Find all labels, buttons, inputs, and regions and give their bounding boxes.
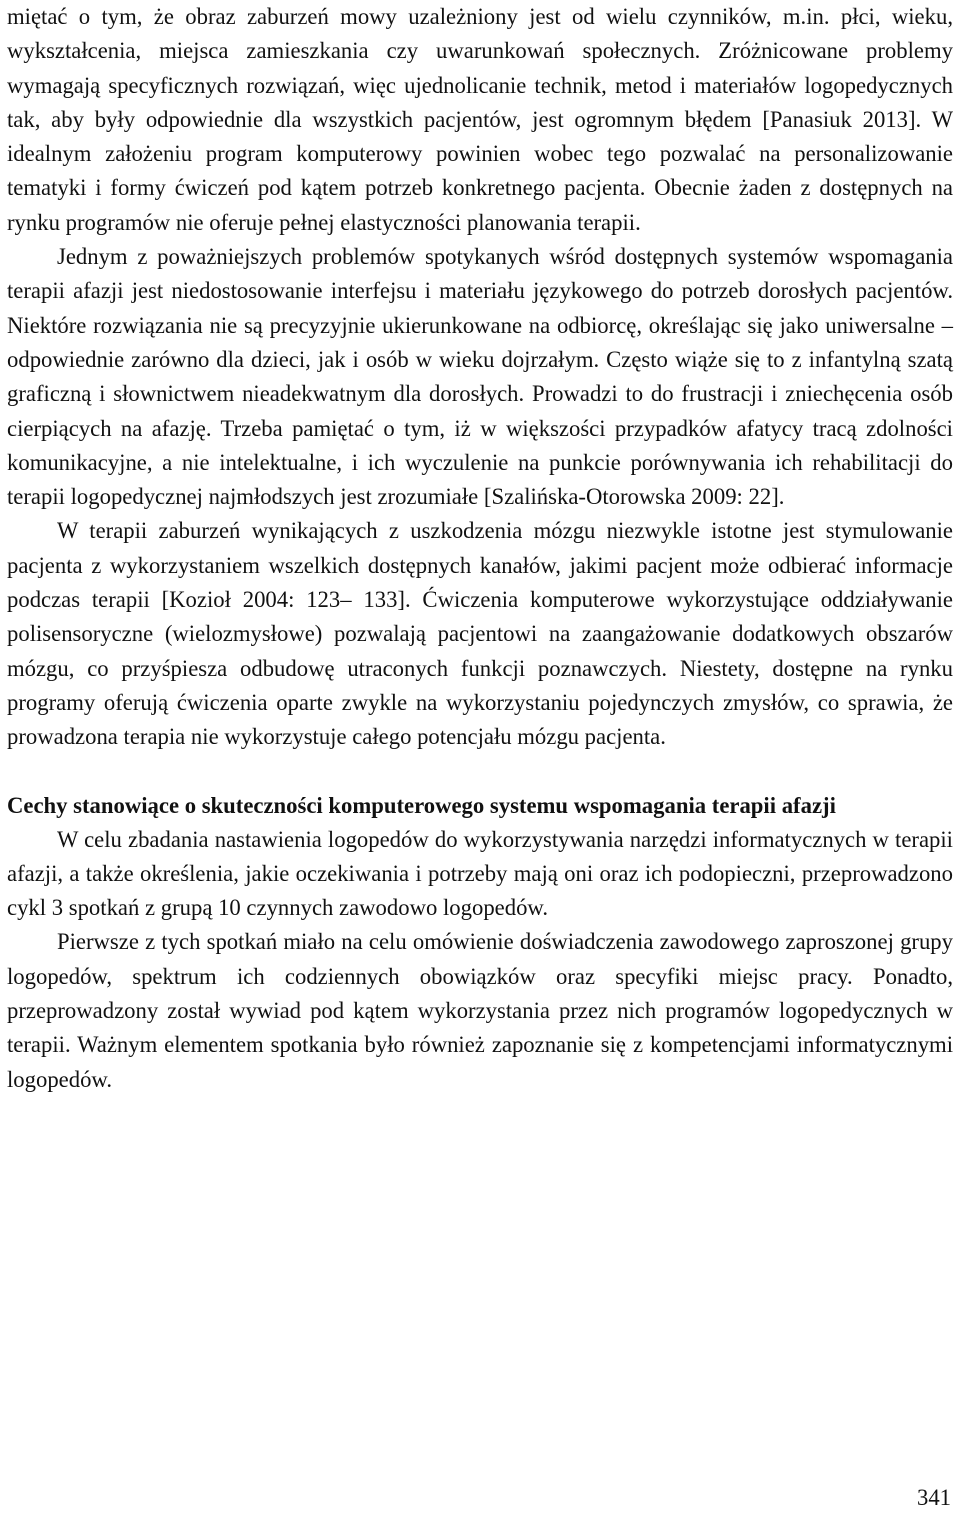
page-number: 341 [916, 1485, 951, 1510]
section-heading: Cechy stanowiące o skuteczności komputerowego systemu wspomagania terapii afazji [7, 792, 836, 818]
paragraph-5: Pierwsze z tych spotkań miało na celu omówienie doświadczenia zawodowego zaproszonej grupy logopedów, spektrum ich codziennych obowiązków oraz specyfiki miejsc pracy. Ponadto, przeprowadzony został wywiad pod kątem wykorzystania przez nich programów logopedycznych w terapii. Ważnym elementem spotkania było również zapoznanie się z kompetencjami informatycznymi logopedów. [7, 929, 953, 1092]
paragraph-2: Jednym z poważniejszych problemów spotykanych wśród dostępnych systemów wspomagania terapii afazji jest niedostosowanie interfejsu i materiału językowego do potrzeb dorosłych pacjentów. Niektóre rozwiązania nie są precyzyjnie ukierunkowane na odbiorcę, określając się jako uniwersalne – odpowiednie zarówno dla dzieci, jak i osób w wieku dojrzałym. Często wiąże się to z infantylną szatą graficzną i słownictwem nieadekwatnym dla dorosłych. Prowadzi to do frustracji i zniechęcenia osób cierpiących na afazję. Trzeba pamiętać o tym, iż w większości przypadków afatycy tracą zdolności komunikacyjne, a nie intelektualne, i ich wyczulenie na punkcie porównywania ich rehabilitacji do terapii logopedycznej najmłodszych jest zrozumiałe [Szalińska-Otorowska 2009: 22]. [7, 244, 953, 510]
paragraph-1: miętać o tym, że obraz zaburzeń mowy uzależniony jest od wielu czynników, m.in. płci, wieku, wykształcenia, miejsca zamieszkania czy uwarunkowań społecznych. Zróżnicowane problemy wymagają specyficznych rozwiązań, więc ujednolicanie technik, metod i materiałów logopedycznych tak, aby były odpowiednie dla wszystkich pacjentów, jest ogromnym błędem [Panasiuk 2013]. W idealnym założeniu program komputerowy powinien wobec tego pozwalać na personalizowanie tematyki i formy ćwiczeń pod kątem potrzeb konkretnego pacjenta. Obecnie żaden z dostępnych na rynku programów nie oferuje pełnej elastyczności planowania terapii. [7, 4, 953, 235]
paragraph-4: W celu zbadania nastawienia logopedów do wykorzystywania narzędzi informatycznych w terapii afazji, a także określenia, jakie oczekiwania i potrzeby mają oni oraz ich podopieczni, przeprowadzono cykl 3 spotkań z grupą 10 czynnych zawodowo logopedów. [7, 826, 953, 921]
paragraph-3: W terapii zaburzeń wynikających z uszkodzenia mózgu niezwykle istotne jest stymulowanie pacjenta z wykorzystaniem wszelkich dostępnych kanałów, jakimi pacjent może odbierać informacje podczas terapii [Kozioł 2004: 123– 133]. Ćwiczenia komputerowe wykorzystujące oddziaływanie polisensoryczne (wielozmysłowe) pozwalają pacjentowi na zaangażowanie dodatkowych obszarów mózgu, co przyśpiesza odbudowę utraconych funkcji poznawczych. Niestety, dostępne na rynku programy oferują ćwiczenia oparte zwykle na wykorzystaniu pojedynczych zmysłów, co sprawia, że prowadzona terapia nie wykorzystuje całego potencjału mózgu pacjenta. [7, 518, 953, 750]
page-content [7, 0, 953, 1097]
